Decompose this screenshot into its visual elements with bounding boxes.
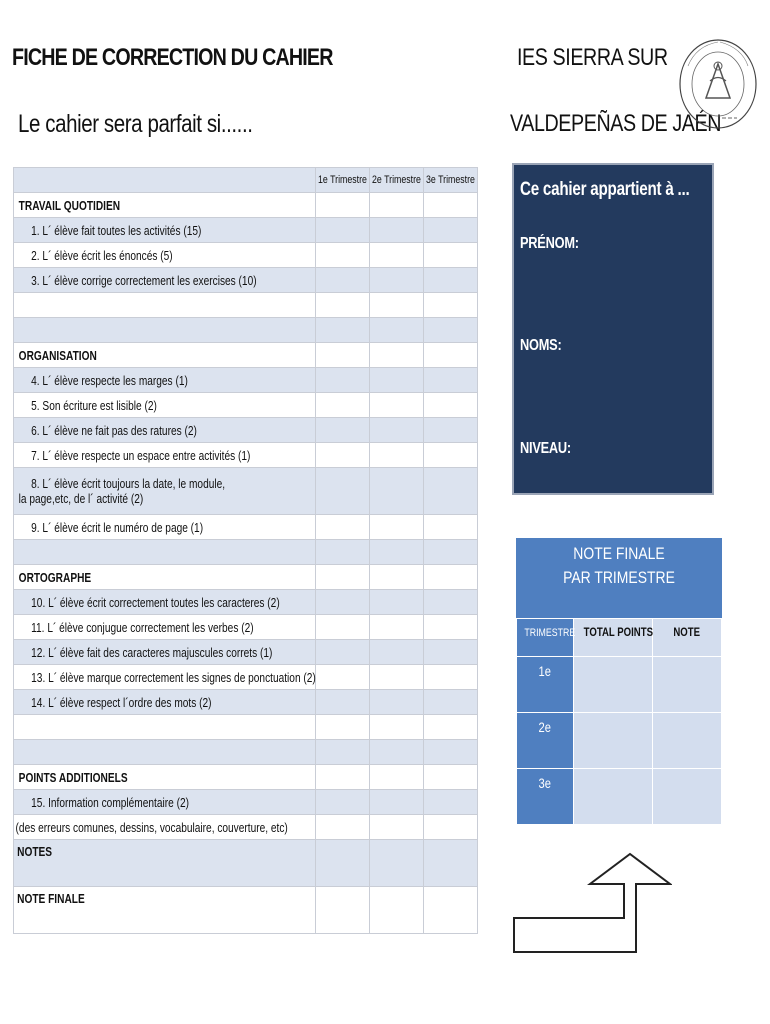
final-note-table	[516, 538, 722, 798]
grade-cell[interactable]	[424, 815, 478, 840]
criterion-label: 9. L´ élève écrit le numéro de page (1)	[31, 519, 204, 535]
table-row	[14, 218, 478, 243]
grid-header-row	[14, 168, 478, 193]
grade-cell[interactable]	[424, 640, 478, 665]
grade-cell[interactable]	[316, 515, 370, 540]
criterion-label: 1. L´ élève fait toutes les activités (15)	[31, 222, 202, 238]
final-note-title-line2: PAR TRIMESTRE	[563, 568, 675, 587]
grade-cell[interactable]	[424, 565, 478, 590]
owner-noms-label[interactable]: NOMS:	[520, 337, 562, 354]
grade-cell[interactable]	[316, 418, 370, 443]
grade-cell[interactable]	[370, 615, 424, 640]
note-finale-label: NOTE FINALE	[17, 891, 85, 906]
table-row	[14, 268, 478, 293]
correction-grid	[13, 167, 478, 934]
final-header-row	[517, 619, 722, 657]
table-row	[14, 368, 478, 393]
grade-cell[interactable]	[316, 640, 370, 665]
grade-cell[interactable]	[316, 590, 370, 615]
grade-cell[interactable]	[370, 790, 424, 815]
section-heading-organisation: ORGANISATION	[18, 347, 97, 363]
col-note: NOTE	[653, 619, 722, 657]
grade-cell[interactable]	[316, 615, 370, 640]
grade-cell[interactable]	[370, 443, 424, 468]
grade-cell[interactable]	[424, 443, 478, 468]
table-row	[14, 715, 478, 740]
grade-cell[interactable]	[316, 218, 370, 243]
owner-niveau-label[interactable]: NIVEAU:	[520, 440, 571, 457]
table-row	[14, 615, 478, 640]
grade-cell[interactable]	[370, 590, 424, 615]
school-seal-icon	[676, 36, 760, 132]
col-header-trimestre-1: 1e Trimestre	[316, 168, 370, 193]
criterion-label: 11. L´ élève conjugue correctement les verbes (2)	[31, 619, 254, 635]
note-cell[interactable]	[653, 713, 722, 769]
owner-prenom-label[interactable]: PRÉNOM:	[520, 235, 579, 252]
table-row	[14, 740, 478, 765]
grade-cell[interactable]	[370, 243, 424, 268]
criterion-label: 12. L´ élève fait des caracteres majuscules correts (1)	[31, 644, 273, 660]
grade-cell[interactable]	[316, 368, 370, 393]
table-row	[14, 515, 478, 540]
grade-cell[interactable]	[316, 665, 370, 690]
grade-cell[interactable]	[424, 243, 478, 268]
grade-cell[interactable]	[370, 343, 424, 368]
grade-cell[interactable]	[370, 765, 424, 790]
grade-cell[interactable]	[370, 418, 424, 443]
table-row	[14, 540, 478, 565]
table-row	[14, 840, 478, 887]
table-row	[14, 590, 478, 615]
grade-cell[interactable]	[424, 765, 478, 790]
criterion-label: 2. L´ élève écrit les énoncés (5)	[31, 247, 173, 263]
grade-cell[interactable]	[316, 393, 370, 418]
final-row	[517, 713, 722, 769]
final-row-label: 2e	[517, 713, 574, 769]
grade-cell[interactable]	[370, 815, 424, 840]
grade-cell[interactable]	[370, 715, 424, 740]
col-trimestre: TRIMESTRE	[517, 619, 574, 657]
grade-cell[interactable]	[316, 268, 370, 293]
col-header-trimestre-2: 2e Trimestre	[370, 168, 424, 193]
grade-cell[interactable]	[424, 418, 478, 443]
grade-cell[interactable]	[370, 393, 424, 418]
grade-cell[interactable]	[424, 690, 478, 715]
section-heading-travail: TRAVAIL QUOTIDIEN	[18, 197, 121, 213]
grade-cell[interactable]	[424, 393, 478, 418]
criterion-label: 6. L´ élève ne fait pas des ratures (2)	[31, 422, 197, 438]
col-header-trimestre-3: 3e Trimestre	[424, 168, 478, 193]
grade-cell[interactable]	[370, 318, 424, 343]
table-row	[14, 665, 478, 690]
table-row	[14, 443, 478, 468]
table-row	[14, 690, 478, 715]
table-row	[14, 343, 478, 368]
grid-header-blank	[14, 168, 316, 193]
criterion-note: (des erreurs comunes, dessins, vocabulaire, couverture, etc)	[15, 819, 288, 835]
grade-cell[interactable]	[424, 740, 478, 765]
grade-cell[interactable]	[316, 318, 370, 343]
school-name-line2: VALDEPEÑAS DE JAÉN	[510, 110, 721, 137]
section-heading-points: POINTS ADDITIONELS	[18, 769, 128, 785]
grade-cell[interactable]	[424, 515, 478, 540]
grade-cell[interactable]	[424, 790, 478, 815]
grade-cell[interactable]	[370, 640, 424, 665]
table-row	[14, 640, 478, 665]
col-total-points: TOTAL POINTS	[574, 619, 653, 657]
grade-cell[interactable]	[316, 740, 370, 765]
final-note-title-line1: NOTE FINALE	[573, 544, 665, 563]
section-heading-ortographe: ORTOGRAPHE	[18, 569, 92, 585]
grade-cell[interactable]	[424, 293, 478, 318]
grade-cell[interactable]	[370, 468, 424, 515]
grade-cell[interactable]	[424, 468, 478, 515]
table-row	[14, 243, 478, 268]
criterion-label: 10. L´ élève écrit correctement toutes les caracteres (2)	[31, 594, 280, 610]
final-row-label: 3e	[517, 769, 574, 825]
grade-cell[interactable]	[316, 790, 370, 815]
grade-cell[interactable]	[370, 268, 424, 293]
grade-cell[interactable]	[370, 193, 424, 218]
table-row	[14, 765, 478, 790]
note-cell[interactable]	[653, 769, 722, 825]
table-row	[14, 193, 478, 218]
owner-box	[512, 163, 714, 495]
grade-cell[interactable]	[424, 540, 478, 565]
total-points-cell[interactable]	[574, 657, 653, 713]
grade-cell[interactable]	[316, 690, 370, 715]
grade-cell[interactable]	[370, 740, 424, 765]
grade-cell[interactable]	[424, 615, 478, 640]
criterion-label: 14. L´ élève respect l´ordre des mots (2)	[31, 694, 212, 710]
grade-cell[interactable]	[370, 540, 424, 565]
arrow-up-icon	[512, 852, 672, 954]
criterion-label: 5. Son écriture est lisible (2)	[31, 397, 157, 413]
grade-cell[interactable]	[370, 840, 424, 887]
table-row	[14, 790, 478, 815]
grade-cell[interactable]	[370, 887, 424, 934]
owner-heading: Ce cahier appartient à ...	[520, 179, 690, 200]
total-points-cell[interactable]	[574, 769, 653, 825]
grade-cell[interactable]	[316, 540, 370, 565]
grade-cell[interactable]	[316, 840, 370, 887]
grade-cell[interactable]	[316, 468, 370, 515]
grade-cell[interactable]	[370, 293, 424, 318]
grade-cell[interactable]	[316, 443, 370, 468]
table-row	[14, 565, 478, 590]
grade-cell[interactable]	[424, 268, 478, 293]
note-cell[interactable]	[653, 657, 722, 713]
grade-cell[interactable]	[316, 815, 370, 840]
grade-cell[interactable]	[316, 765, 370, 790]
criterion-label: 13. L´ élève marque correctement les signes de ponctuation (2)	[31, 669, 316, 685]
table-row	[14, 418, 478, 443]
grade-cell[interactable]	[370, 515, 424, 540]
grade-cell[interactable]	[424, 665, 478, 690]
grade-cell[interactable]	[424, 840, 478, 887]
table-row	[14, 293, 478, 318]
final-note-header	[516, 538, 722, 618]
page-subtitle: Le cahier sera parfait si......	[18, 110, 253, 138]
notes-label: NOTES	[17, 844, 53, 859]
grade-cell[interactable]	[316, 193, 370, 218]
grade-cell[interactable]	[424, 318, 478, 343]
criterion-label: 8. L´ élève écrit toujours la date, le module,	[31, 476, 226, 491]
table-row	[14, 468, 478, 515]
grade-cell[interactable]	[316, 715, 370, 740]
grade-cell[interactable]	[370, 565, 424, 590]
grade-cell[interactable]	[370, 368, 424, 393]
grade-cell[interactable]	[316, 293, 370, 318]
table-row	[14, 815, 478, 840]
criterion-label: 15. Information complémentaire (2)	[31, 794, 189, 810]
page-title: FICHE DE CORRECTION DU CAHIER	[12, 44, 333, 71]
grade-cell[interactable]	[424, 193, 478, 218]
criterion-label-continued: la page,etc, de l´ activité (2)	[18, 491, 144, 506]
grade-cell[interactable]	[316, 565, 370, 590]
table-row	[14, 887, 478, 934]
grade-cell[interactable]	[370, 690, 424, 715]
total-points-cell[interactable]	[574, 713, 653, 769]
criterion-label: 4. L´ élève respecte les marges (1)	[31, 372, 188, 388]
grade-cell[interactable]	[370, 665, 424, 690]
criterion-label: 7. L´ élève respecte un espace entre activités (1)	[31, 447, 251, 463]
grade-cell[interactable]	[424, 368, 478, 393]
grade-cell[interactable]	[316, 343, 370, 368]
grade-cell[interactable]	[424, 887, 478, 934]
grade-cell[interactable]	[424, 715, 478, 740]
grade-cell[interactable]	[316, 887, 370, 934]
grade-cell[interactable]	[316, 243, 370, 268]
table-row	[14, 318, 478, 343]
table-row	[14, 393, 478, 418]
final-row-label: 1e	[517, 657, 574, 713]
final-row	[517, 769, 722, 825]
final-row	[517, 657, 722, 713]
grade-cell[interactable]	[424, 590, 478, 615]
school-name-line1: IES SIERRA SUR	[517, 44, 668, 71]
grade-cell[interactable]	[370, 218, 424, 243]
criterion-label: 3. L´ élève corrige correctement les exercises (10)	[31, 272, 257, 288]
grade-cell[interactable]	[424, 218, 478, 243]
grade-cell[interactable]	[424, 343, 478, 368]
